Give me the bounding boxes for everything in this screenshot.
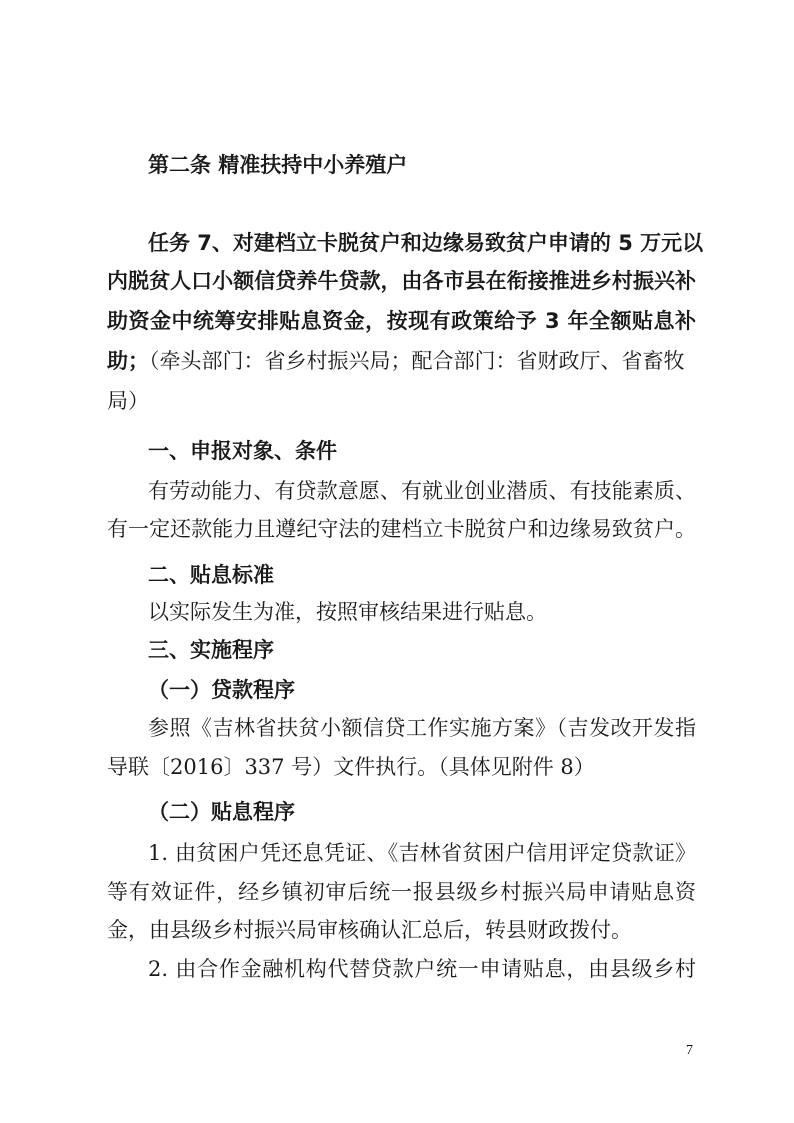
sub2-line-3: 金，由县级乡村振兴局审核确认汇总后，转县财政拨付。 — [107, 918, 632, 942]
section1-heading: 一、申报对象、条件 — [148, 439, 337, 463]
sub2-line-1: 1. 由贫困户凭还息凭证、《吉林省贫困户信用评定贷款证》 — [148, 841, 696, 865]
task-line-4 — [107, 346, 696, 376]
section1-line-2: 有一定还款能力且遵纪守法的建档立卡脱贫户和边缘易致贫户。 — [107, 517, 696, 541]
sub1-line-1: 参照《吉林省扶贫小额信贷工作实施方案》（吉发改开发指 — [148, 716, 696, 740]
task-line-5: 局） — [107, 389, 149, 413]
task-line-3: 助资金中统筹安排贴息资金，按现有政策给予 3 年全额贴息补 — [107, 309, 696, 333]
sub2-line-2: 等有效证件，经乡镇初审后统一报县级乡村振兴局申请贴息资 — [107, 880, 696, 904]
sub1-heading: （一）贷款程序 — [148, 678, 295, 702]
sub2-heading: （二）贴息程序 — [148, 800, 295, 824]
section2-heading: 二、贴息标准 — [148, 563, 274, 587]
section3-heading: 三、实施程序 — [148, 638, 274, 662]
task-line-4-text: 助； — [107, 349, 149, 373]
task-line-2: 内脱贫人口小额信贷养牛贷款，由各市县在衔接推进乡村振兴补 — [107, 269, 696, 293]
section2-line-1: 以实际发生为准，按照审核结果进行贴息。 — [148, 600, 547, 624]
sub1-line-2: 导联〔2016〕337 号）文件执行。（具体见附件 8） — [107, 755, 595, 779]
article-title: 第二条 精准扶持中小养殖户 — [148, 153, 408, 177]
page-number: 7 — [686, 1043, 693, 1058]
task-line-1: 任务 7、对建档立卡脱贫户和边缘易致贫户申请的 5 万元以 — [148, 231, 704, 255]
section1-line-1: 有劳动能力、有贷款意愿、有就业创业潜质、有技能素质、 — [148, 479, 696, 503]
dept-note: （牵头部门：省乡村振兴局；配合部门：省财政厅、省畜牧 — [149, 349, 685, 373]
sub2-line-4: 2. 由合作金融机构代替贷款户统一申请贴息，由县级乡村 — [148, 957, 696, 981]
